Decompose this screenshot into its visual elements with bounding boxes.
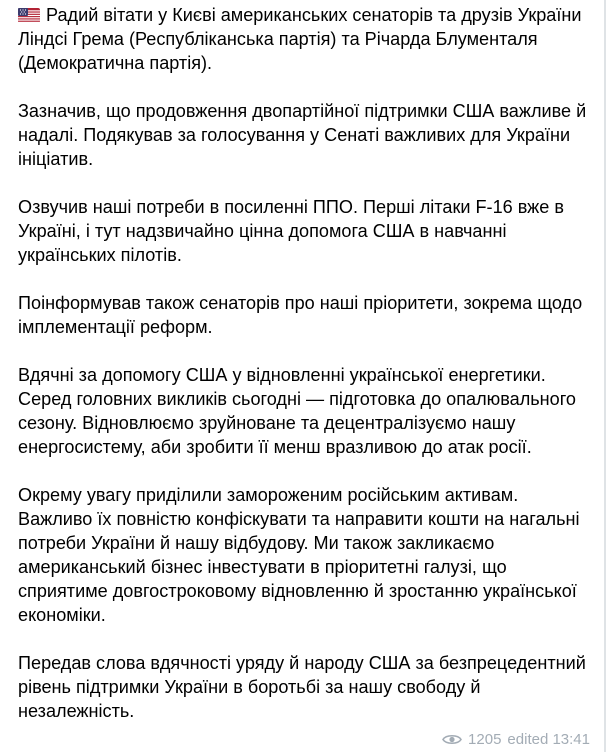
paragraph-6: Окрему увагу приділили замороженим російським активам. Важливо їх повністю конфіскувати та направити кошти на нагальні потреби України й нашу відбудову. Ми також закликаємо американський бізнес інвестувати в пріоритетні галузі, що сприятиме довгостроковому відновленню й зростанню української економіки. xyxy=(18,485,580,625)
paragraph-4: Поінформував також сенаторів про наші пріоритети, зокрема щодо імплементації реформ. xyxy=(18,293,583,337)
paragraph-7: Передав слова вдячності уряду й народу США за безпрецедентний рівень підтримки України в боротьбі за нашу свободу й незалежність. xyxy=(18,653,586,721)
view-count: 1205 xyxy=(468,731,502,748)
paragraph-3: Озвучив наші потреби в посиленні ППО. Перші літаки F-16 вже в Україні, і тут надзвичайно цінна допомога США в навчанні українських пілотів. xyxy=(18,197,564,265)
eye-icon xyxy=(442,733,462,746)
paragraph-1 xyxy=(18,3,593,75)
paragraph-1-text: Радий вітати у Києві американських сенаторів та друзів України Ліндсі Грема (Республіканська партія) та Річарда Блументаля (Демократична партія). xyxy=(18,5,582,73)
edited-time: edited 13:41 xyxy=(507,731,590,748)
paragraph-5: Вдячні за допомогу США у відновленні української енергетики. Серед головних викликів сьогодні — підготовка до опалювального сезону. Відновлюємо зруйноване та децентралізуємо нашу енергосистему, аби зробити її менш вразливою до атак росії. xyxy=(18,365,576,457)
paragraph-2: Зазначив, що продовження двопартійної підтримки США важливе й надалі. Подякував за голосування у Сенаті важливих для України ініціатив. xyxy=(18,101,587,169)
message-meta xyxy=(442,731,590,748)
us-flag-icon xyxy=(18,8,40,23)
message-text xyxy=(18,3,593,747)
